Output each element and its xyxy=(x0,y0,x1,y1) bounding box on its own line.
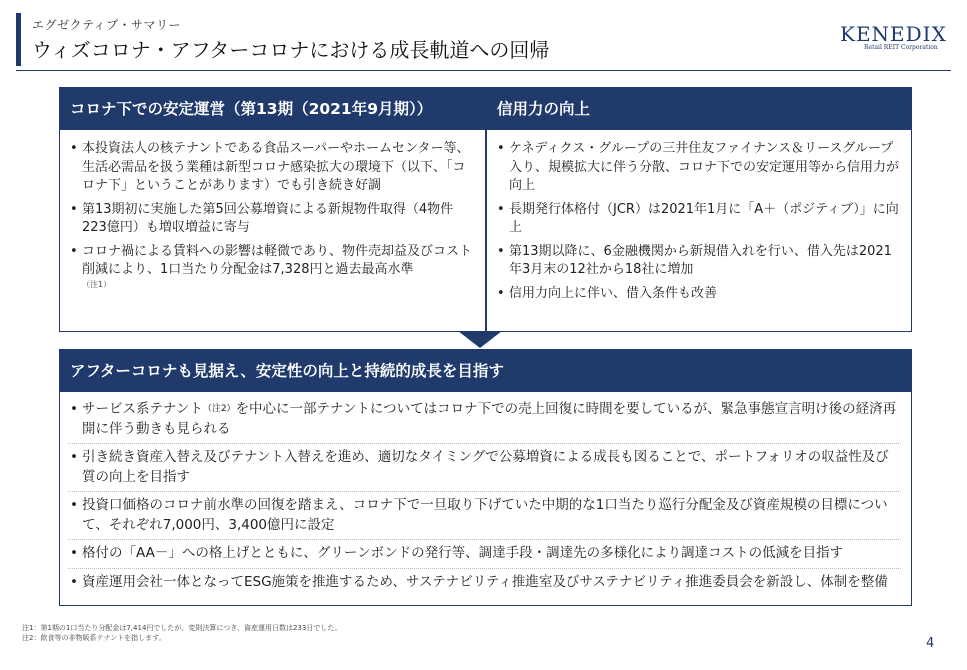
list-item: • 引き続き資産入替え及びテナント入替えを進め、適切なタイミングで公募増資による成長も図ることで、ポートフォリオの収益性及び質の向上を目指す xyxy=(68,444,901,492)
footnote-marker-1: （注1） xyxy=(82,279,112,289)
list-item: • 本投資法人の核テナントである食品スーパーやホームセンター等、生活必需品を扱う業種は新型コロナ感染拡大の環境下（以下、「コロナ下」ということがあります）でも引き続き好調 xyxy=(68,140,475,196)
stable-operation-list xyxy=(68,140,475,290)
credit-improvement-title: 信用力の向上 xyxy=(487,88,911,130)
page-title: ウィズコロナ・アフターコロナにおける成長軌道への回帰 xyxy=(32,38,550,62)
list-item: • 投資口価格のコロナ前水準の回復を踏まえ、コロナ下で一旦取り下げていた中期的な1口当たり巡行分配金及び資産規模の目標について、それぞれ7,000円、3,400億円に設定 xyxy=(68,492,901,540)
list-item: • 信用力向上に伴い、借入条件も改善 xyxy=(495,285,901,304)
footnote-1: 注1：第1期の1口当たり分配金は7,414円でしたが、変則決算につき、資産運用日数は233日でした。 xyxy=(22,624,342,632)
kenedix-logo xyxy=(840,22,947,56)
list-item-text: コロナ禍による賃料への影響は軽微であり、物件売却益及びコスト削減により、1口当たり分配金は7,328円と過去最高水準 xyxy=(82,243,473,277)
stable-operation-box xyxy=(59,87,486,332)
list-item xyxy=(68,243,475,290)
list-item: • 長期発行体格付（JCR）は2021年1月に「A＋（ポジティブ）」に向上 xyxy=(495,201,901,238)
growth-strategy-title: アフターコロナも見据え、安定性の向上と持続的成長を目指す xyxy=(60,350,911,392)
credit-improvement-body xyxy=(487,130,911,303)
credit-improvement-box xyxy=(486,87,912,332)
list-item: • 第13期初に実施した第5回公募増資による新規物件取得（4物件223億円）も増収増益に寄与 xyxy=(68,201,475,238)
down-arrow-icon xyxy=(458,331,502,348)
footnote-marker-2: （注2） xyxy=(202,404,236,414)
credit-improvement-list xyxy=(495,140,901,303)
list-item: • 第13期以降に、6金融機関から新規借入れを行い、借入先は2021年3月末の12社から18社に増加 xyxy=(495,243,901,280)
stable-operation-body xyxy=(60,130,485,290)
growth-strategy-box xyxy=(59,349,912,606)
page-number: 4 xyxy=(926,636,935,651)
list-item xyxy=(68,396,901,444)
growth-strategy-body xyxy=(60,392,911,596)
list-item-text-pre: サービス系テナント xyxy=(82,401,203,417)
stable-operation-title: コロナ下での安定運営（第13期（2021年9月期）） xyxy=(60,88,485,130)
list-item: • 格付の「AA－」への格上げとともに、グリーンボンドの発行等、調達手段・調達先の多様化により調達コストの低減を目指す xyxy=(68,540,901,569)
header-divider xyxy=(16,70,951,71)
logo-wordmark: KENEDIX xyxy=(840,22,947,46)
growth-strategy-list xyxy=(68,396,901,596)
header-accent-bar xyxy=(16,13,21,66)
logo-tagline: Retail REIT Corporation xyxy=(864,44,938,51)
header-subtitle: エグゼクティブ・サマリー xyxy=(32,18,182,32)
footnote-2: 注2：飲食等の非物販系テナントを指します。 xyxy=(22,633,166,642)
list-item: • 資産運用会社一体となってESG施策を推進するため、サステナビリティ推進室及びサステナビリティ推進委員会を新設し、体制を整備 xyxy=(68,569,901,597)
footnotes xyxy=(22,624,341,643)
list-item: • ケネディクス・グループの三井住友ファイナンス＆リースグループ入り、規模拡大に伴う分散、コロナ下での安定運用等から信用力が向上 xyxy=(495,140,901,196)
slide-header xyxy=(0,0,967,75)
list-item-text-post: を中心に一部テナントについてはコロナ下での売上回復に時間を要しているが、緊急事態宣言明け後の経済再開に伴う動きも見られる xyxy=(82,401,897,437)
